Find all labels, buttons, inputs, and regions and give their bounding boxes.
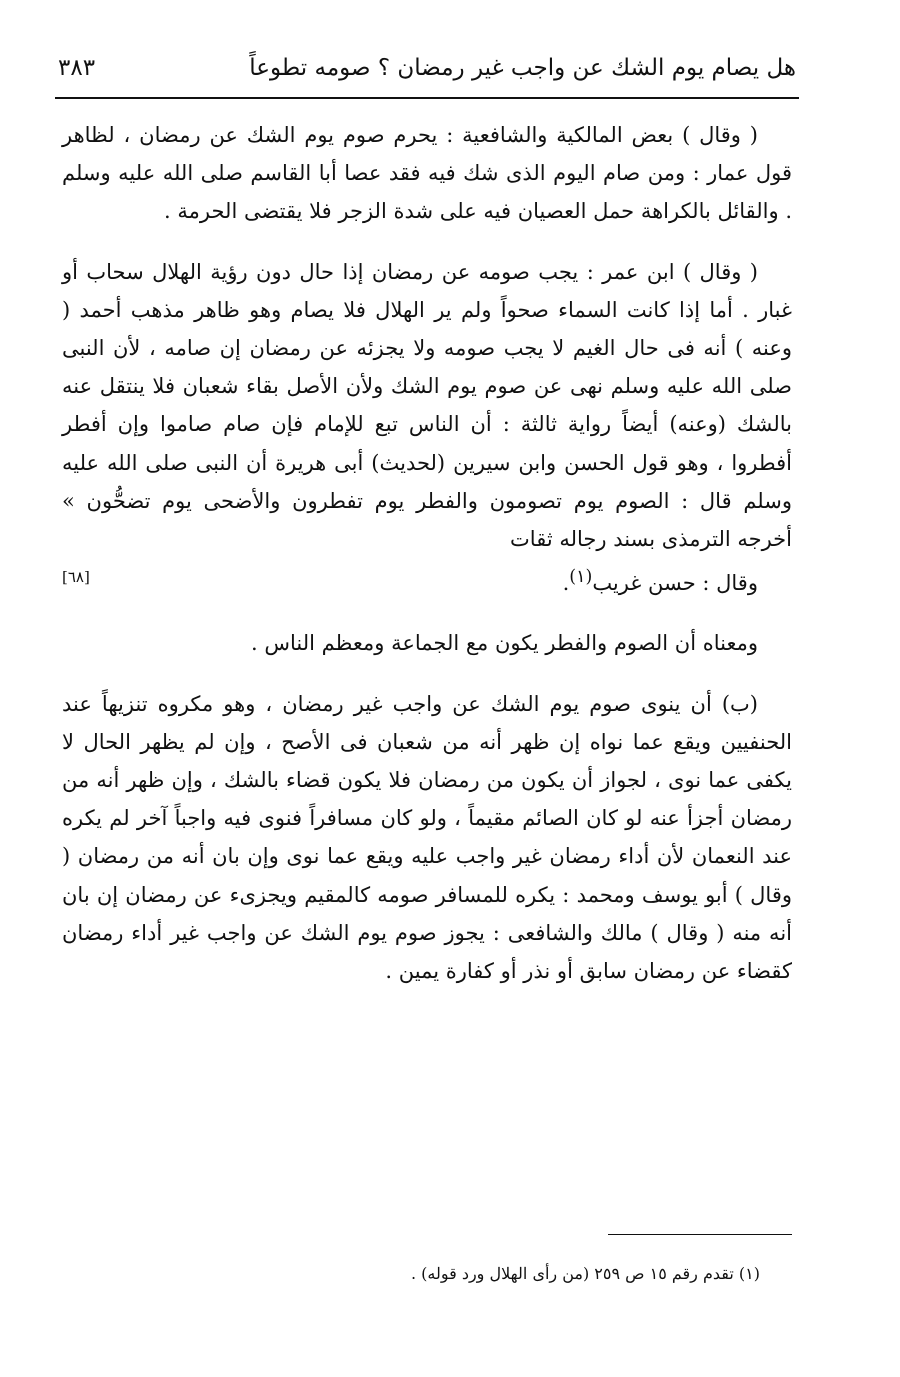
footnote-divider: [608, 1234, 792, 1235]
header-divider: [55, 97, 799, 99]
closing-line: [563, 558, 792, 602]
paragraph-meaning: ومعناه أن الصوم والفطر يكون مع الجماعة ومعظم الناس .: [251, 631, 758, 656]
main-text: [62, 116, 792, 1012]
paragraph-section-b: (ب) أن ينوى صوم يوم الشك عن واجب غير رمضان ، وهو مكروه تنزيهاً عند الحنفيين ويقع عما نواه إن ظهر أنه من شعبان فى الأصح ، وإن لم يظهر الحال لا يكفى عما نوى ، لجواز أن يكون من رمضان فلا يكون قضاء بالشك ، وإن ظهر أنه من رمضان أجزأ عنه لو كان الصائم مقيماً ، ولو كان مسافراً فنوى فيه واجباً آخر لم يكره عند النعمان لأن أداء رمضان غير واجب عليه ويقع عما نوى وإن بان أنه من رمضان ( وقال ) أبو يوسف ومحمد : يكره للمسافر صومه كالمقيم ويجزىء عن رمضان إن بان أنه منه ( وقال ) مالك والشافعى : يجوز صوم يوم الشك عن واجب غير أداء رمضان كقضاء عن رمضان سابق أو نذر أو كفارة يمين .: [62, 691, 792, 984]
footnote: (١) تقدم رقم ١٥ ص ٢٥٩ (من رأى الهلال ورد قوله) .: [410, 1264, 760, 1283]
closing-text: وقال : حسن غريب: [592, 571, 758, 596]
paragraph-ibn-umar-text: ( وقال ) ابن عمر : يجب صومه عن رمضان إذا حال دون رؤية الهلال سحاب أو غبار . أما إذا كانت السماء صحواً ولم ير الهلال فلا يصام وهو ظاهر مذهب أحمد ( وعنه ) أنه فى حال الغيم لا يجب صومه ولا يجزئه عن رمضان إن صامه ، لأن النبى صلى الله عليه وسلم نهى عن صوم يوم الشك ولأن الأصل بقاء شعبان فلا ينتقل عنه بالشك (وعنه) أيضاً رواية ثالثة : أن الناس تبع للإمام فإن صام صاموا وإن أفطر أفطروا ، وهو قول الحسن وابن سيرين (لحديث) أبى هريرة أن النبى صلى الله عليه وسلم قال : الصوم يوم تصومون والفطر يوم تفطرون والأضحى يوم تضحُّون » أخرجه الترمذى بسند رجاله ثقات: [62, 259, 792, 552]
closing-period: .: [562, 571, 570, 596]
page-number: ٣٨٣: [58, 55, 96, 81]
page-header: [58, 42, 796, 94]
paragraph-ibn-umar: [62, 253, 792, 603]
footnote-marker: (١): [569, 567, 593, 588]
hadith-reference-number: [٦٨]: [62, 568, 90, 587]
paragraph-maliki-shafii: ( وقال ) بعض المالكية والشافعية : يحرم صوم يوم الشك عن رمضان ، لظاهر قول عمار : ومن صام اليوم الذى شك فيه فقد عصا أبا القاسم صلى الله عليه وسلم . والقائل بالكراهة حمل العصيان فيه على شدة الزجر فلا يقتضى الحرمة .: [62, 123, 792, 224]
running-title: هل يصام يوم الشك عن واجب غير رمضان ؟ صومه تطوعاً: [249, 55, 796, 81]
paragraph-ibn-umar-closing: [62, 558, 792, 602]
